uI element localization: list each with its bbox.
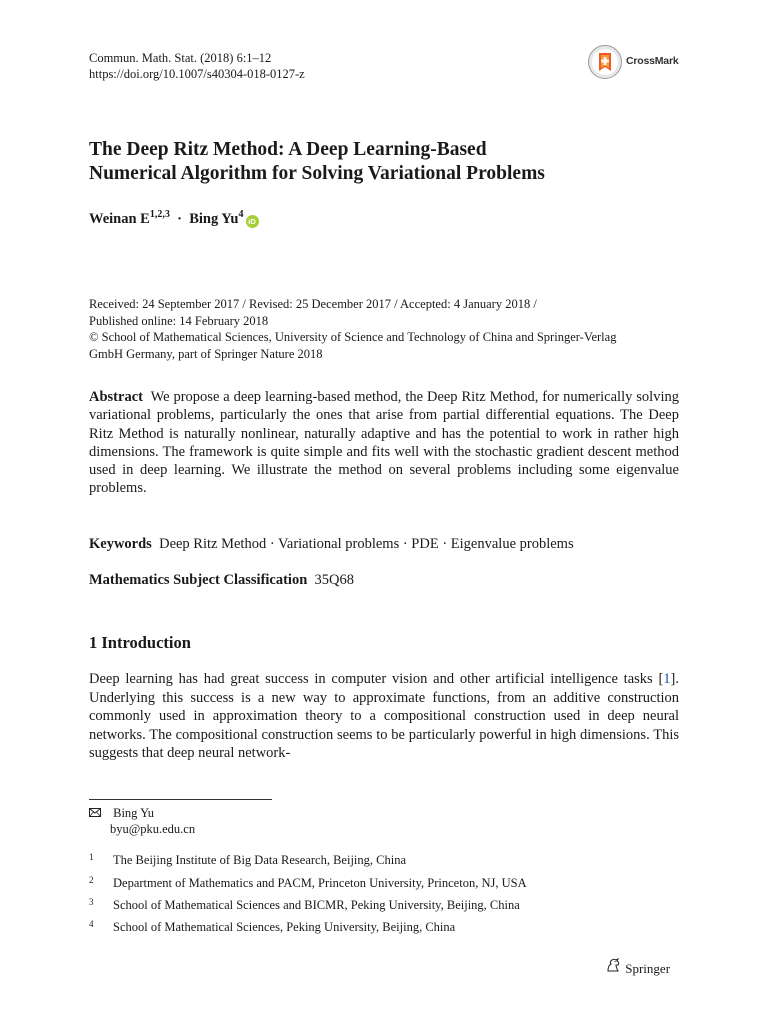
envelope-icon bbox=[89, 806, 104, 822]
springer-horse-icon bbox=[604, 958, 622, 977]
affiliation-2 bbox=[89, 873, 689, 891]
title-line-1: The Deep Ritz Method: A Deep Learning-Based bbox=[89, 139, 487, 160]
author-1-affil: 1,2,3 bbox=[149, 209, 170, 220]
citation-link[interactable]: 1 bbox=[663, 671, 671, 687]
author-separator: · bbox=[177, 211, 182, 227]
doi-link[interactable]: https://doi.org/10.1007/s40304-018-0127-z bbox=[89, 67, 305, 81]
contact-name: Bing Yu bbox=[113, 806, 154, 820]
journal-citation: Commun. Math. Stat. (2018) 6:1–12 bbox=[89, 51, 272, 65]
msc-code: 35Q68 bbox=[314, 572, 355, 588]
abstract-text: We propose a deep learning-based method, the Deep Ritz Method, for numerically solving variational problems, particularly the ones that arise from partial differential equations. The Deep Ritz Method is naturally nonlinear, naturally adaptive and has the potential to work in rather high dimensions. The framework is quite simple and fits well with the stochastic gradient descent method used in deep learning. We illustrate the method on several problems including some eigenvalue problems. bbox=[89, 389, 679, 497]
publication-dates bbox=[89, 296, 689, 362]
affiliation-text: School of Mathematical Sciences, Peking University, Beijing, China bbox=[113, 920, 456, 934]
crossmark-badge[interactable] bbox=[587, 44, 687, 80]
section-heading: 1 Introduction bbox=[89, 633, 191, 652]
intro-text-2: ]. Underlying this success is a new way to approximate functions, from an additive construction commonly used in approximation theory to a compositional construction used in deep neural networks. The compositional construction seems to be particularly powerful in high dimensions. This suggests that deep neural network- bbox=[89, 671, 679, 761]
intro-text-1: Deep learning has had great success in computer vision and other artificial intelligence tasks [ bbox=[89, 671, 664, 687]
affiliation-3 bbox=[89, 895, 689, 913]
running-header bbox=[89, 50, 305, 82]
affiliation-4 bbox=[89, 917, 689, 935]
author-1-name: Weinan E bbox=[89, 211, 150, 227]
affiliation-number: 3 bbox=[89, 897, 94, 907]
footnote-divider bbox=[89, 799, 272, 800]
contact-email[interactable]: byu@pku.edu.cn bbox=[110, 821, 196, 836]
title-line-2: Numerical Algorithm for Solving Variational Problems bbox=[89, 163, 545, 184]
affiliation-1 bbox=[89, 850, 689, 868]
abstract-label: Abstract bbox=[89, 389, 143, 405]
publisher-name: Springer bbox=[625, 961, 671, 976]
affiliation-text: Department of Mathematics and PACM, Princeton University, Princeton, NJ, USA bbox=[113, 876, 527, 890]
affiliation-number: 1 bbox=[89, 852, 94, 862]
msc-label: Mathematics Subject Classification bbox=[89, 572, 308, 588]
copyright-line-1: © School of Mathematical Sciences, University of Science and Technology of China and Springer-Verlag bbox=[89, 330, 617, 344]
intro-paragraph bbox=[89, 670, 679, 763]
crossmark-icon bbox=[587, 44, 623, 80]
affiliation-number: 2 bbox=[89, 875, 94, 885]
affiliation-text: The Beijing Institute of Big Data Research, Beijing, China bbox=[113, 853, 406, 867]
keywords-text: Deep Ritz Method · Variational problems · PDE · Eigenvalue problems bbox=[159, 536, 574, 552]
author-list bbox=[89, 209, 259, 228]
affiliation-text: School of Mathematical Sciences and BICMR, Peking University, Beijing, China bbox=[113, 898, 520, 912]
orcid-icon[interactable]: iD bbox=[246, 215, 259, 228]
abstract bbox=[89, 388, 679, 498]
crossmark-label: CrossMark bbox=[626, 55, 679, 67]
paper-title bbox=[89, 138, 689, 186]
author-2-name: Bing Yu bbox=[189, 211, 239, 227]
publisher-logo bbox=[604, 958, 670, 977]
keywords-label: Keywords bbox=[89, 536, 152, 552]
keywords bbox=[89, 536, 689, 553]
affiliation-number: 4 bbox=[89, 919, 94, 929]
copyright-line-2: GmbH Germany, part of Springer Nature 2018 bbox=[89, 346, 323, 361]
corresponding-author bbox=[89, 806, 195, 837]
dates-line-2: Published online: 14 February 2018 bbox=[89, 313, 269, 328]
author-2-affil: 4 bbox=[238, 209, 244, 220]
dates-line-1: Received: 24 September 2017 / Revised: 25 December 2017 / Accepted: 4 January 2018 / bbox=[89, 297, 537, 311]
subject-classification bbox=[89, 572, 689, 589]
